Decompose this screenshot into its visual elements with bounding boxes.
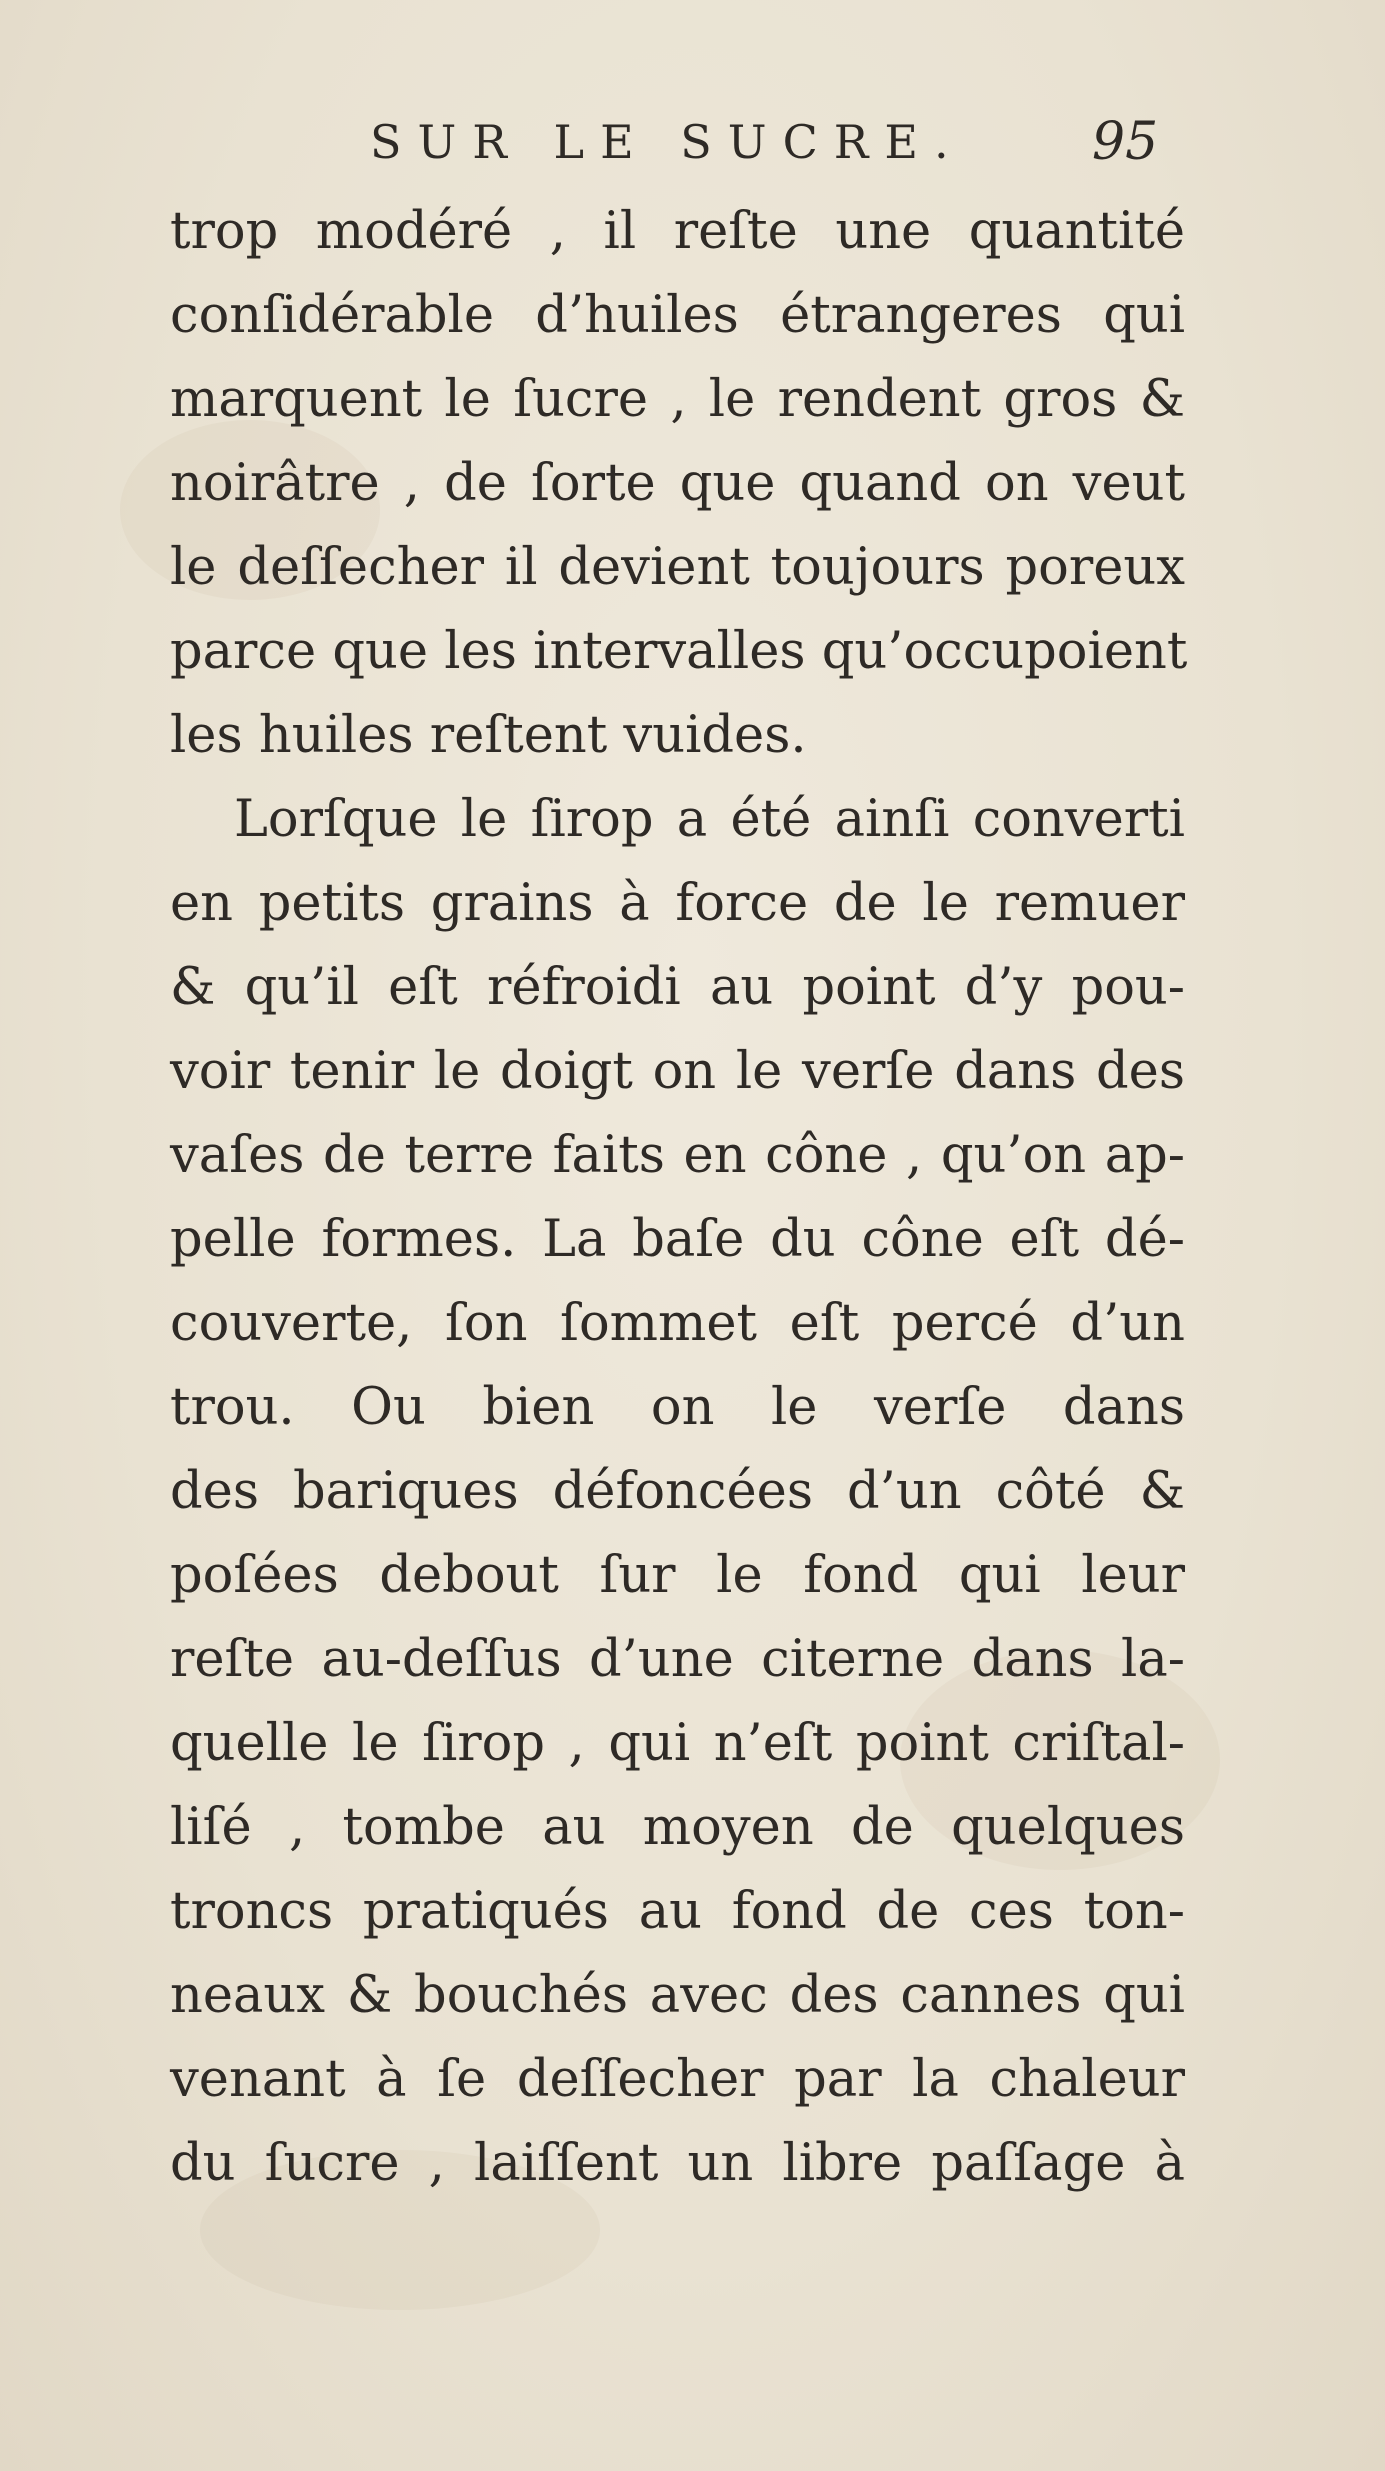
text-line: quelle le ſirop , qui n’eſt point criſtal- [170,1714,1185,1773]
text-line: venant à ſe deſſecher par la chaleur [170,2050,1185,2109]
page-header [0,112,1385,172]
text-line: en petits grains à force de le remuer [170,874,1185,933]
text-line: du ſucre , laiſſent un libre paſſage à [170,2134,1185,2193]
text-line: couverte, ſon ſommet eſt percé d’un [170,1294,1185,1353]
running-head: SUR LE SUCRE. [370,115,965,169]
text-line: pelle formes. La baſe du cône eſt dé- [170,1210,1185,1269]
text-line: les huiles reſtent vuides. [170,706,807,765]
text-line: marquent le ſucre , le rendent gros & [170,370,1185,429]
text-line: vaſes de terre faits en cône , qu’on ap- [170,1126,1185,1185]
text-line: reſte au-deſſus d’une citerne dans la- [170,1630,1185,1689]
text-line: liſé , tombe au moyen de quelques [170,1798,1185,1857]
text-line: neaux & bouchés avec des cannes qui [170,1966,1185,2025]
text-line: voir tenir le doigt on le verſe dans des [170,1042,1185,1101]
text-line: noirâtre , de ſorte que quand on veut [170,454,1185,513]
text-line: conſidérable d’huiles étrangeres qui [170,286,1185,345]
text-line: parce que les intervalles qu’occupoient [170,622,1188,681]
text-line: poſées debout ſur le fond qui leur [170,1546,1185,1605]
text-line: troncs pratiqués au fond de ces ton- [170,1882,1185,1941]
text-line: trou. Ou bien on le verſe dans [170,1378,1185,1437]
text-line: & qu’il eſt réfroidi au point d’y pou- [170,958,1185,1017]
text-line: des bariques défoncées d’un côté & [170,1462,1185,1521]
body-text [170,190,1188,2206]
text-line: trop modéré , il reſte une quantité [170,202,1185,261]
page-number: 95 [1092,112,1159,172]
text-line: le deſſecher il devient toujours poreux [170,538,1185,597]
text-line: Lorſque le ſirop a été ainſi converti [234,790,1185,849]
